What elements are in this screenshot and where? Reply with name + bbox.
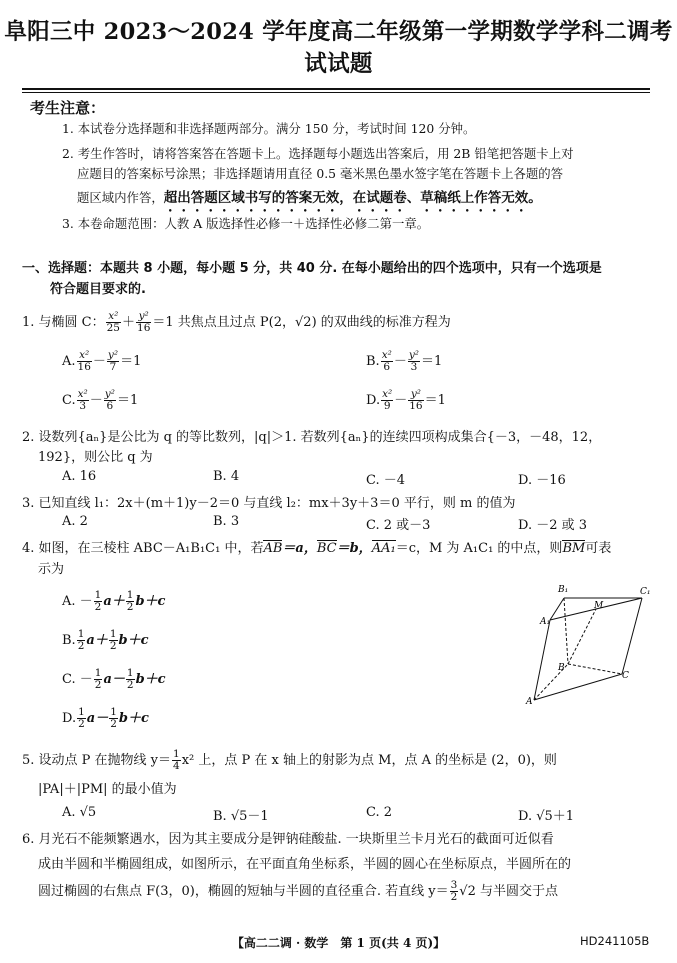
q2-option-c[interactable]: C. －4: [366, 473, 406, 488]
label-a: A: [526, 697, 533, 706]
vector-aa1: AA₁: [371, 541, 396, 556]
notice-item-3: 3. 本卷命题范围：人教 A 版选择性必修一＋选择性必修二第一章。: [62, 216, 430, 231]
question-5-line-2: |PA|＋|PM| 的最小值为: [38, 782, 177, 797]
vector-ab: AB: [263, 541, 283, 556]
q4-option-c[interactable]: C. － $\frac{1}{2}$ a－ $\frac{1}{2}$ b＋c: [62, 667, 166, 691]
q4-option-a[interactable]: A. － $\frac{1}{2}$ a＋ $\frac{1}{2}$ b＋c: [62, 589, 166, 613]
q4-text: ＝b，: [336, 541, 372, 556]
label-m: M: [594, 601, 604, 611]
vector-bm: BM: [562, 541, 586, 556]
q4-text: 4. 如图，在三棱柱 ABC－A₁B₁C₁ 中，若: [22, 541, 264, 556]
section-heading-line-1: 一、选择题：本题共 8 小题，每小题 5 分，共 40 分. 在每小题给出的四个选项中，只有一个选项是: [22, 261, 602, 276]
page-footer: 【高二二调 · 数学 第 1 页(共 4 页)】: [231, 936, 446, 950]
q4-text: ＝c，M 为 A₁C₁ 的中点，则: [395, 541, 563, 556]
notice-item-2-line-2: 应题目的答案标号涂黑；非选择题请用直径 0.5 毫米黑色墨水签字笔在答题卡上各题的答: [77, 166, 564, 181]
q6-text: √2 与半圆交于点: [459, 884, 558, 899]
q3-option-c[interactable]: C. 2 或－3: [366, 518, 431, 533]
question-1-stem: 1. 与椭圆 C： $\frac{\text{x²}}{25}$ ＋ $\frac{\text{y²}}{16}$ ＝1 共焦点且过点 P(2，√2) 的双曲线的标准方程为: [22, 310, 451, 334]
question-2-line-2: 192}，则公比 q 为: [38, 450, 153, 465]
q6-text: 圆过椭圆的右焦点 F(3，0)，椭圆的短轴与半圆的直径重合. 若直线 y＝: [38, 884, 449, 899]
label-b1: B₁: [558, 585, 569, 595]
divider: [22, 92, 650, 93]
q3-option-d[interactable]: D. －2 或 3: [518, 518, 588, 533]
q5-option-d[interactable]: D. √5＋1: [518, 809, 575, 824]
notice-item-2-line-3: [77, 188, 542, 215]
q1-option-d[interactable]: D. $\frac{\text{x²}}{9}$ － $\frac{\text{y²}}{16}$ ＝1: [366, 388, 446, 412]
question-4-line-2: 示为: [38, 562, 65, 577]
notice-emphasis: 超出答题区域书写的答案无效，在试题卷、草稿纸上作答无效。: [163, 190, 542, 206]
question-5-line-1: 5. 设动点 P 在抛物线 y＝ $\frac{1}{4}$ x² 上，点 P 在 x 轴上的射影为点 M，点 A 的坐标是 (2，0)，则: [22, 748, 557, 772]
vector-bc: BC: [316, 541, 337, 556]
notice-item-2-line-1: 2. 考生作答时，请将答案答在答题卡上。选择题每小题选出答案后，用 2B 铅笔把答题卡上对: [62, 146, 574, 161]
q2-option-d[interactable]: D. －16: [518, 473, 566, 488]
q5-text: 5. 设动点 P 在抛物线 y＝: [22, 753, 172, 768]
q5-option-a[interactable]: A. √5: [62, 805, 97, 820]
q1-option-a[interactable]: A. $\frac{\text{x²}}{16}$ － $\frac{\text{y²}}{7}$ ＝1: [62, 349, 142, 373]
q3-option-b[interactable]: B. 3: [213, 514, 240, 529]
q2-option-b[interactable]: B. 4: [213, 469, 240, 484]
divider: [22, 88, 650, 90]
option-label: B.: [366, 354, 380, 369]
question-3-line-1: 3. 已知直线 l₁：2x＋(m＋1)y－2＝0 与直线 l₂：mx＋3y＋3＝0 平行，则 m 的值为: [22, 496, 516, 511]
q1-option-b[interactable]: B. $\frac{\text{x²}}{6}$ － $\frac{\text{y²}}{3}$ ＝1: [366, 349, 443, 373]
option-label: C.: [62, 393, 76, 408]
q5-option-b[interactable]: B. √5－1: [213, 809, 269, 824]
notice-text: 题区域内作答，: [77, 190, 164, 205]
q4-text: ＝a，: [282, 541, 317, 556]
page-title: 阜阳三中 2023～2024 学年度高二年级第一学期数学学科二调考试试题: [4, 19, 673, 77]
notice-item-1: 1. 本试卷分选择题和非选择题两部分。满分 150 分，考试时间 120 分钟。: [62, 121, 476, 136]
q2-option-a[interactable]: A. 16: [62, 469, 97, 484]
q4-option-d[interactable]: D. $\frac{1}{2}$ a－ $\frac{1}{2}$ b＋c: [62, 706, 149, 730]
q4-option-b[interactable]: B. $\frac{1}{2}$ a＋ $\frac{1}{2}$ b＋c: [62, 628, 149, 652]
label-c1: C₁: [640, 587, 651, 597]
section-heading: [22, 258, 656, 300]
q1-text: ＝1 共焦点且过点 P(2，√2) 的双曲线的标准方程为: [152, 315, 451, 330]
q1-text: 1. 与椭圆 C：: [22, 315, 105, 330]
question-2-line-1: 2. 设数列{aₙ}是公比为 q 的等比数列，|q|＞1. 若数列{aₙ}的连续四项构成集合{－3，－48，12，: [22, 430, 602, 445]
notice-heading: 考生注意：: [30, 99, 106, 117]
exam-code: HD241105B: [580, 934, 650, 948]
option-label: A.: [62, 354, 76, 369]
question-6-line-1: 6. 月光石不能频繁遇水，因为其主要成分是钾钠硅酸盐. 一块斯里兰卡月光石的截面可近似看: [22, 832, 554, 847]
q4-text: 可表: [585, 541, 612, 556]
q1-option-c[interactable]: C. $\frac{\text{x²}}{3}$ － $\frac{\text{y²}}{6}$ ＝1: [62, 388, 139, 412]
label-c: C: [622, 671, 629, 681]
question-6-line-2: 成由半圆和半椭圆组成，如图所示，在平面直角坐标系，半圆的圆心在坐标原点，半圆所在的: [38, 857, 572, 872]
q5-text: x² 上，点 P 在 x 轴上的射影为点 M，点 A 的坐标是 (2，0)，则: [181, 753, 557, 768]
label-b: B: [558, 663, 565, 673]
section-heading-line-2: 符合题目要求的.: [50, 282, 146, 297]
question-4-line-1: [22, 537, 611, 556]
q5-option-c[interactable]: C. 2: [366, 805, 393, 820]
question-6-line-3: 圆过椭圆的右焦点 F(3，0)，椭圆的短轴与半圆的直径重合. 若直线 y＝ $\frac{3}{2}$ √2 与半圆交于点: [38, 879, 558, 903]
label-a1: A₁: [540, 617, 551, 627]
prism-figure: [522, 578, 656, 706]
q3-option-a[interactable]: A. 2: [62, 514, 88, 529]
option-label: D.: [366, 393, 381, 408]
